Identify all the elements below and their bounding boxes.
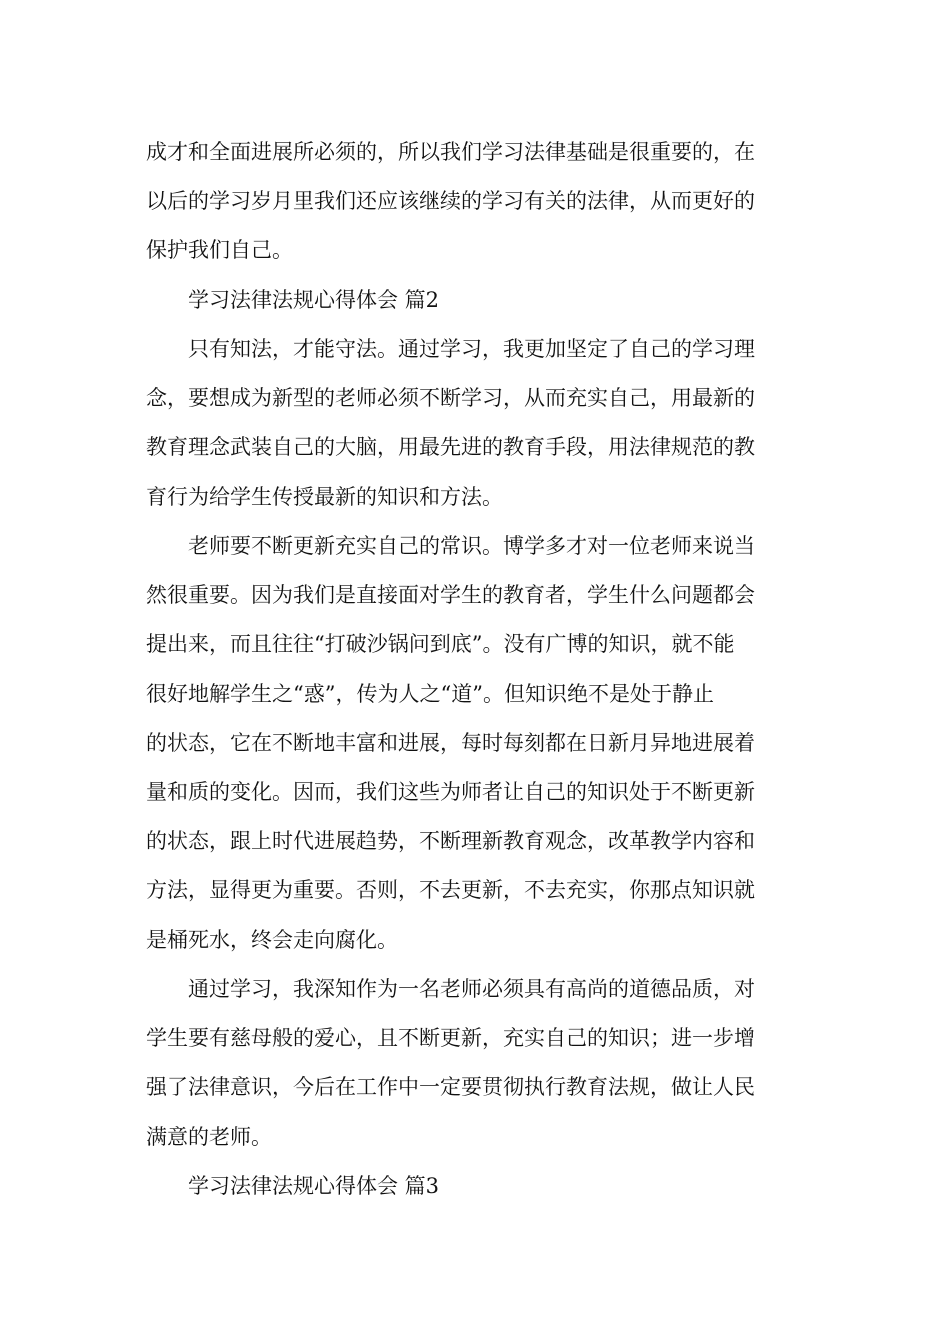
text-line: 通过学习，我深知作为一名老师必须具有高尚的道德品质，对 [188,977,755,1001]
text-line: 很好地解学生之“惑”，传为人之“道”。但知识绝不是处于静止 [146,681,714,706]
section-heading-2: 学习法律法规心得体会 篇2 [188,288,440,312]
text-line: 成才和全面进展所必须的，所以我们学习法律基础是很重要的，在 [146,140,755,164]
text-line: 教育理念武装自己的大脑，用最先进的教育手段，用法律规范的教 [146,435,755,460]
paragraph-2-2 [146,522,806,965]
text-line: 保护我们自己。 [146,238,293,263]
text-line: 的状态，它在不断地丰富和进展，每时每刻都在日新月异地进展着 [146,730,755,755]
text-line: 念，要想成为新型的老师必须不断学习，从而充实自己，用最新的 [146,386,755,411]
paragraph-continued [146,128,806,276]
text-line: 强了法律意识，今后在工作中一定要贯彻执行教育法规，做让人民 [146,1075,755,1100]
text-line: 以后的学习岁月里我们还应该继续的学习有关的法律，从而更好的 [146,189,755,214]
text-line: 满意的老师。 [146,1124,272,1149]
text-line: 是桶死水，终会走向腐化。 [146,927,398,952]
section-heading-3: 学习法律法规心得体会 篇3 [188,1174,440,1198]
text-line: 量和质的变化。因而，我们这些为师者让自己的知识处于不断更新 [146,780,755,805]
text-line: 学生要有慈母般的爱心，且不断更新，充实自己的知识；进一步增 [146,1026,755,1051]
text-line: 然很重要。因为我们是直接面对学生的教育者，学生什么问题都会 [146,583,755,608]
paragraph-2-1 [146,325,806,522]
text-line: 方法，显得更为重要。否则，不去更新，不去充实，你那点知识就 [146,878,755,903]
text-line: 的状态，跟上时代进展趋势，不断理新教育观念，改革教学内容和 [146,829,755,854]
text-line: 老师要不断更新充实自己的常识。博学多才对一位老师来说当 [188,534,755,558]
text-line: 只有知法，才能守法。通过学习，我更加坚定了自己的学习理 [188,337,755,361]
paragraph-2-3 [146,965,806,1162]
text-line: 提出来，而且往往“打破沙锅问到底”。没有广博的知识，就不能 [146,632,735,657]
text-line: 育行为给学生传授最新的知识和方法。 [146,484,503,509]
